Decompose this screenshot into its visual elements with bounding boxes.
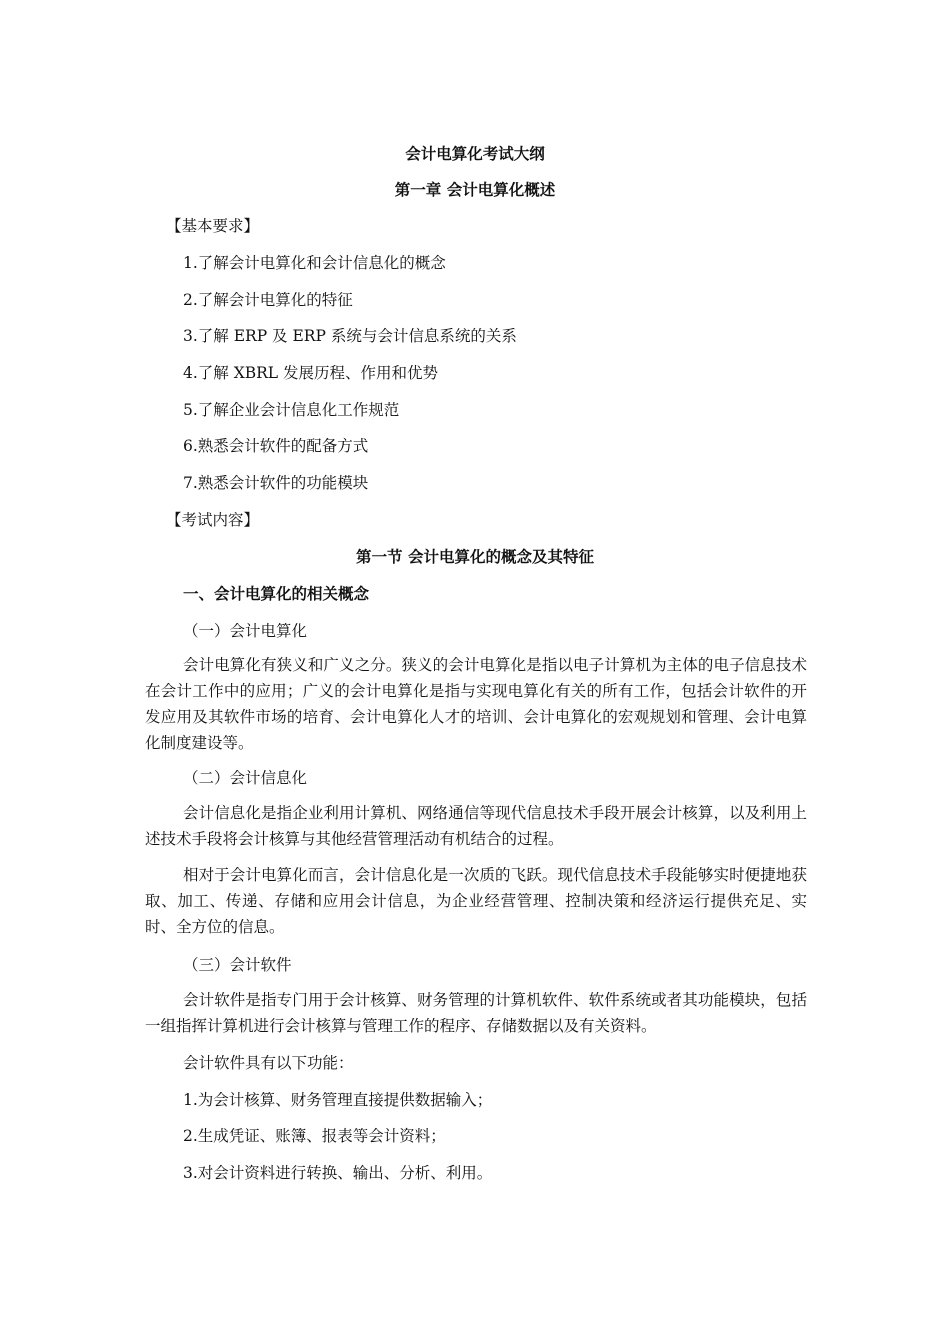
function-item: 2.生成凭证、账簿、报表等会计资料；: [183, 1127, 446, 1145]
basic-requirements-heading: 【基本要求】: [166, 217, 260, 235]
requirement-item: 3.了解 ERP 及 ERP 系统与会计信息系统的关系: [183, 327, 517, 345]
requirement-item: 7.熟悉会计软件的功能模块: [183, 474, 369, 492]
paragraph: 会计电算化有狭义和广义之分。狭义的会计电算化是指以电子计算机为主体的电子信息技术在会计工作中的应用；广义的会计电算化是指与实现电算化有关的所有工作，包括会计软件的开发应用及其软件市场的培育、会计电算化人才的培训、会计电算化的宏观规划和管理、会计电算化制度建设等。: [145, 656, 807, 752]
requirement-item: 5.了解企业会计信息化工作规范: [183, 401, 400, 419]
chapter-title: 第一章 会计电算化概述: [394, 181, 556, 199]
exam-content-heading: 【考试内容】: [166, 511, 260, 529]
requirement-item: 1.了解会计电算化和会计信息化的概念: [183, 254, 446, 272]
section-title: 第一节 会计电算化的概念及其特征: [356, 548, 594, 566]
item-heading: （一）会计电算化: [183, 622, 308, 640]
item-heading: （三）会计软件: [183, 956, 292, 974]
paragraph: 相对于会计电算化而言，会计信息化是一次质的飞跃。现代信息技术手段能够实时便捷地获取、加工、传递、存储和应用会计信息，为企业经营管理、控制决策和经济运行提供充足、实时、全方位的信息。: [145, 866, 807, 936]
function-item: 3.对会计资料进行转换、输出、分析、利用。: [183, 1164, 493, 1182]
requirement-item: 4.了解 XBRL 发展历程、作用和优势: [183, 364, 439, 382]
requirement-item: 2.了解会计电算化的特征: [183, 291, 353, 309]
functions-intro: 会计软件具有以下功能：: [183, 1054, 354, 1072]
item-heading: （二）会计信息化: [183, 769, 308, 787]
document-title: 会计电算化考试大纲: [405, 145, 545, 163]
function-item: 1.为会计核算、财务管理直接提供数据输入；: [183, 1091, 493, 1109]
paragraph: 会计软件是指专门用于会计核算、财务管理的计算机软件、软件系统或者其功能模块，包括一组指挥计算机进行会计核算与管理工作的程序、存储数据以及有关资料。: [145, 991, 807, 1035]
paragraph: 会计信息化是指企业利用计算机、网络通信等现代信息技术手段开展会计核算，以及利用上述技术手段将会计核算与其他经营管理活动有机结合的过程。: [145, 804, 807, 848]
requirement-item: 6.熟悉会计软件的配备方式: [183, 437, 369, 455]
subsection-title: 一、会计电算化的相关概念: [183, 585, 370, 603]
